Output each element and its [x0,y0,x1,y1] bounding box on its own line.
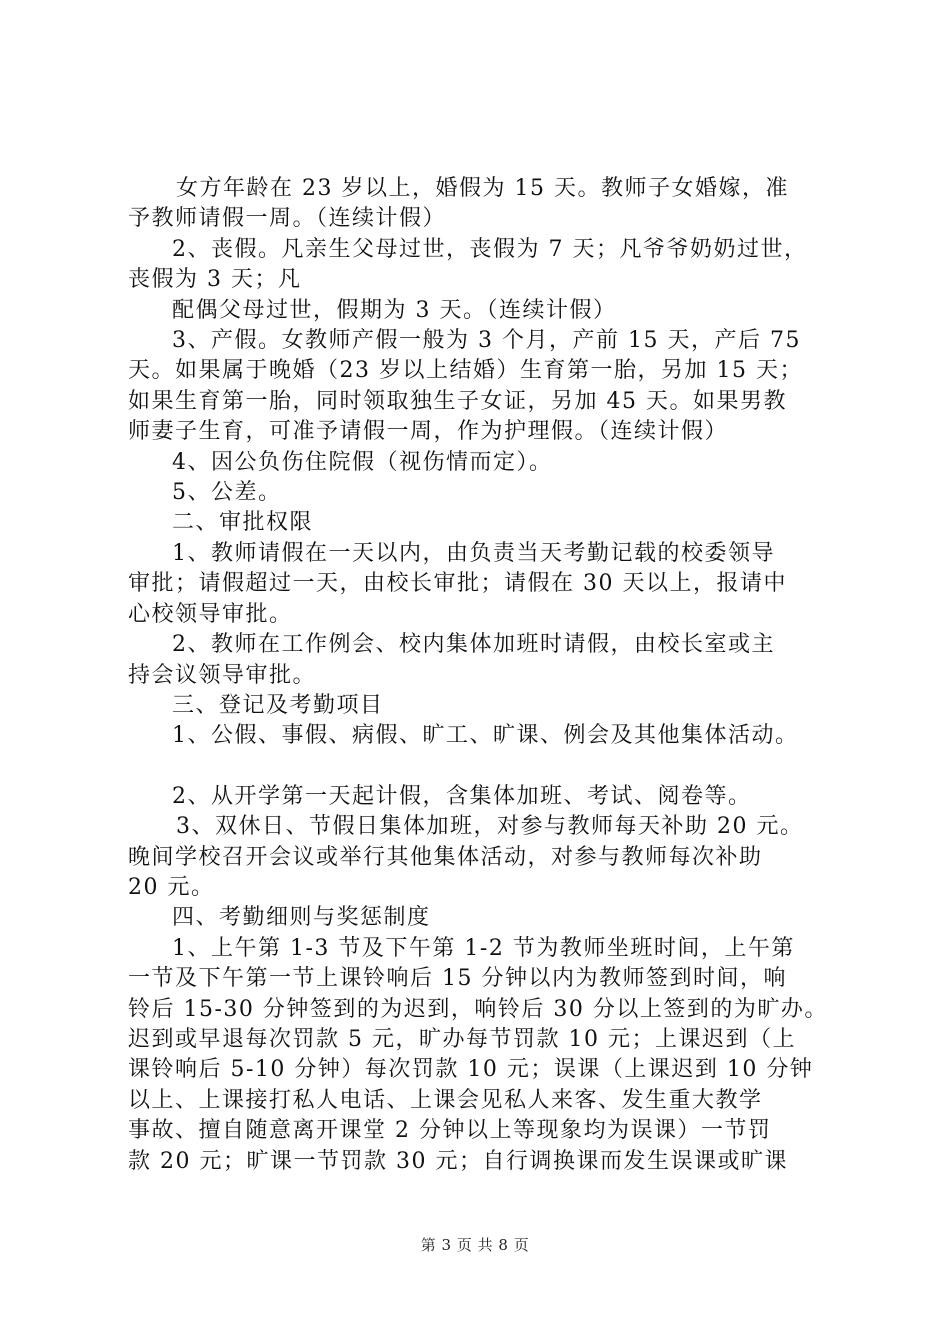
text-line: 心校领导审批。 [128,601,293,627]
text-line: 2、教师在工作例会、校内集体加班时请假，由校长室或主 [172,632,775,658]
text-line: 女方年龄在 23 岁以上，婚假为 15 天。教师子女婚嫁，准 [176,176,789,201]
text-line: 晚间学校召开会议或举行其他集体活动，对参与教师每次补助 [128,844,763,870]
text-line: 1、上午第 1-3 节及下午第 1-2 节为教师坐班时间，上午第 [172,935,795,961]
text-line: 4、因公负伤住院假（视伤情而定）。 [172,449,553,475]
text-line: 3、双休日、节假日集体加班，对参与教师每天补助 20 元。 [176,814,804,840]
text-line: 20 元。 [128,874,215,900]
text-line: 迟到或早退每次罚款 5 元，旷办每节罚款 10 元；上课迟到（上 [128,1026,796,1052]
text-line: 一节及下午第一节上课铃响后 15 分钟以内为教师签到时间，响 [128,966,787,992]
text-line: 铃后 15-30 分钟签到的为迟到，响铃后 30 分以上签到的为旷办。 [128,996,828,1022]
text-line: 天。如果属于晚婚（23 岁以上结婚）生育第一胎，另加 15 天； [128,358,803,384]
text-line: 如果生育第一胎，同时领取独生子女证，另加 45 天。如果男教 [128,388,787,414]
section-heading: 四、考勤细则与奖惩制度 [172,905,431,931]
text-line: 2、丧假。凡亲生父母过世，丧假为 7 天；凡爷爷奶奶过世， [172,236,808,262]
text-line: 1、教师请假在一天以内，由负责当天考勤记载的校委领导 [172,540,775,566]
document-body [128,174,828,1177]
text-line: 课铃响后 5-10 分钟）每次罚款 10 元；误课（上课迟到 10 分钟 [128,1057,814,1083]
paragraph-gap [128,752,828,782]
text-line: 1、公假、事假、病假、旷工、旷课、例会及其他集体活动。 [172,723,799,749]
text-line: 2、从开学第一天起计假，含集体加班、考试、阅卷等。 [172,783,752,809]
text-line: 予教师请假一周。（连续计假） [128,206,447,232]
text-line: 以上、上课接打私人电话、上课会见私人来客、发生重大教学 [128,1087,763,1113]
text-line: 师妻子生育，可准予请假一周，作为护理假。（连续计假） [128,419,729,445]
text-line: 事故、擅自随意离开课堂 2 分钟以上等现象均为误课）一节罚 [128,1118,772,1144]
section-heading: 三、登记及考勤项目 [172,692,384,718]
text-line: 配偶父母过世，假期为 3 天。（连续计假） [172,297,617,323]
text-line: 3、产假。女教师产假一般为 3 个月，产前 15 天，产后 75 [172,328,801,354]
text-line: 持会议领导审批。 [128,662,317,688]
text-line: 款 20 元；旷课一节罚款 30 元；自行调换课而发生误课或旷课 [128,1148,788,1174]
text-line: 丧假为 3 天；凡 [128,267,302,293]
page-footer: 第 3 页 共 8 页 [420,1236,530,1254]
section-heading: 二、审批权限 [172,510,314,536]
text-line: 5、公差。 [172,480,282,506]
text-line: 审批；请假超过一天，由校长审批；请假在 30 天以上，报请中 [128,571,787,597]
